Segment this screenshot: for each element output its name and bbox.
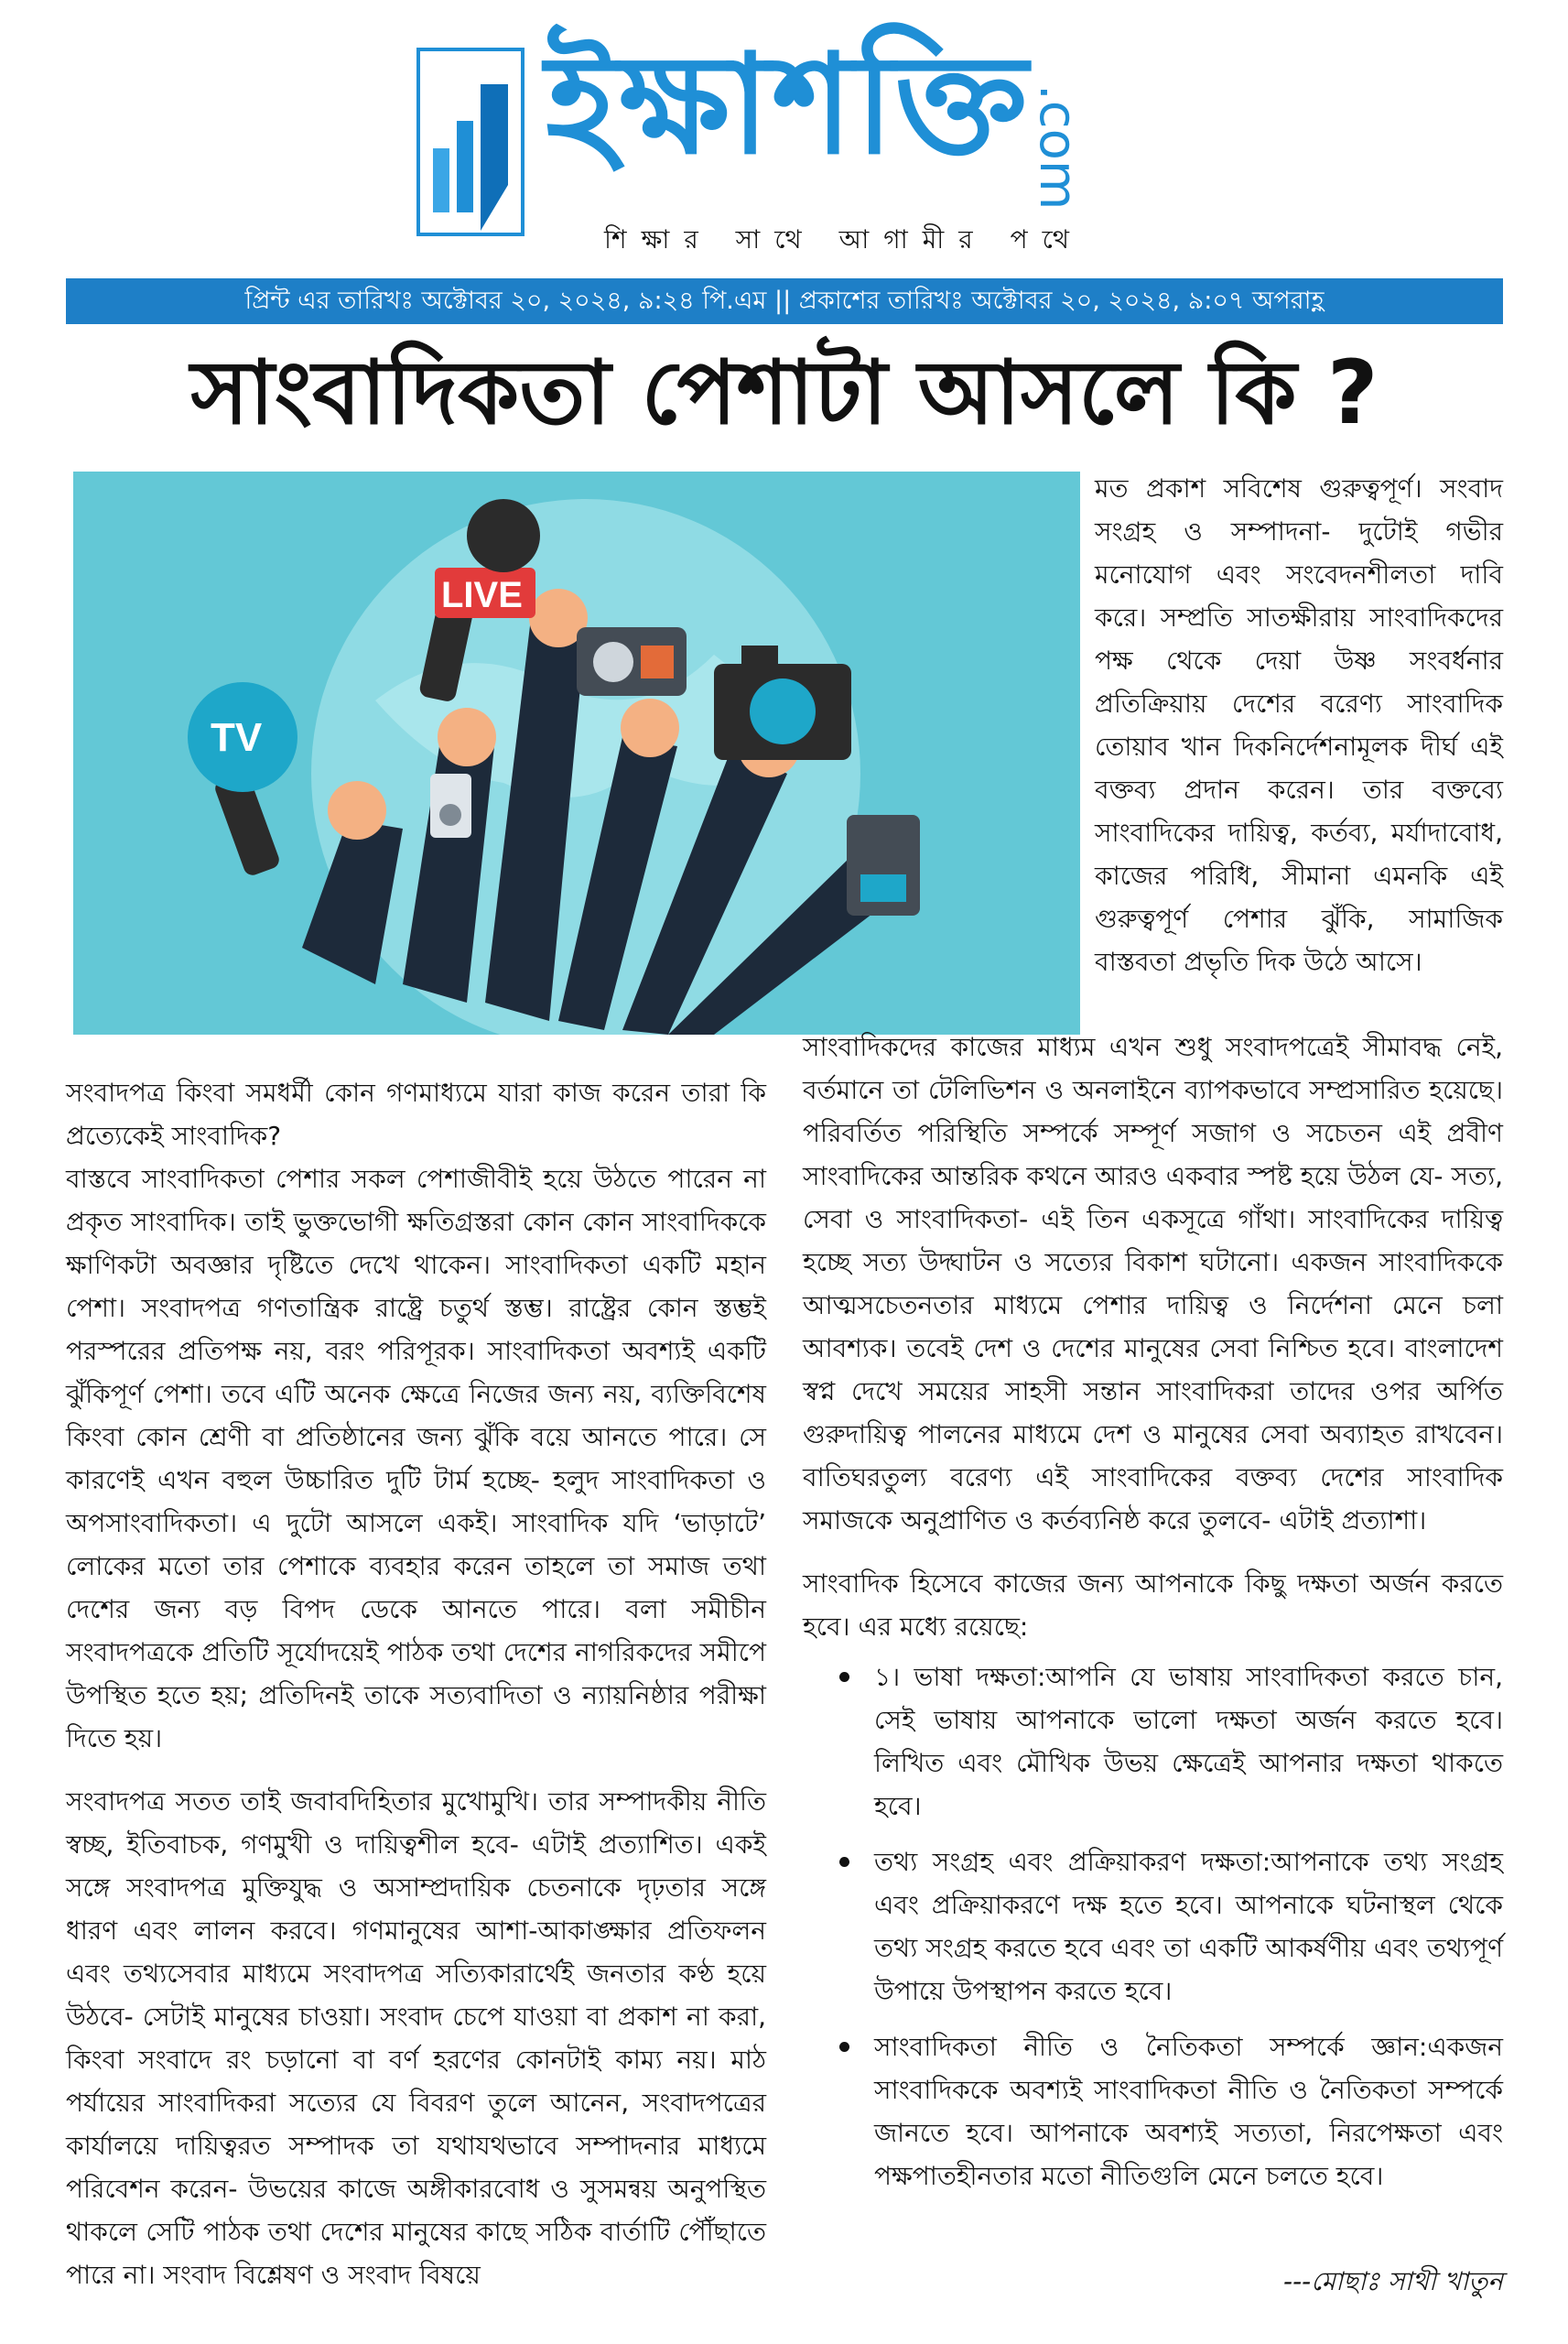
right-column: [803, 1026, 1503, 2210]
body-paragraph: বাস্তবে সাংবাদিকতা পেশার সকল পেশাজীবীই হয়ে উঠতে পারেন না প্রকৃত সাংবাদিক। তাই ভুক্তভোগী ক্ষতিগ্রস্তরা কোন কোন সাংবাদিককে ক্ষাণিকটা অবজ্ঞার দৃষ্টিতে দেখে থাকেন। সাংবাদিকতা একটি মহান পেশা। সংবাদপত্র গণতান্ত্রিক রাষ্ট্রে চতুর্থ স্তম্ভ। রাষ্ট্রের কোন স্তম্ভই পরস্পরের প্রতিপক্ষ নয়, বরং পরিপূরক। সাংবাদিকতা অবশ্যই একটি ঝুঁকিপূর্ণ পেশা। তবে এটি অনেক ক্ষেত্রে নিজের জন্য নয়, ব্যক্তিবিশেষ কিংবা কোন শ্রেণী বা প্রতিষ্ঠানের জন্য ঝুঁকি বয়ে আনতে পারে। সে কারণেই এখন বহুল উচ্চারিত দুটি টার্ম হচ্ছে- হলুদ সাংবাদিকতা ও অপসাংবাদিকতা। এ দুটো আসলে একই। সাংবাদিক যদি ‘ভাড়াটে’ লোকের মতো তার পেশাকে ব্যবহার করেন তাহলে তা সমাজ তথা দেশের জন্য বড় বিপদ ডেকে আনতে পারে। বলা সমীচীন সংবাদপত্রকে প্রতিটি সূর্যোদয়েই পাঠক তথা দেশের নাগরিকদের সমীপে উপস্থিত হতে হয়; প্রতিদিনই তাকে সত্যবাদিতা ও ন্যায়নিষ্ঠার পরীক্ষা দিতে হয়।: [66, 1164, 766, 1753]
date-band: প্রিন্ট এর তারিখঃ অক্টোবর ২০, ২০২৪, ৯:২৪ পি.এম || প্রকাশের তারিখঃ অক্টোবর ২০, ২০২৪, ৯:০৭ অপরাহ্ণ: [66, 278, 1503, 324]
list-item: [803, 2025, 1503, 2198]
author-signature: ---মোছাঃ সাথী খাতুন: [1282, 2266, 1503, 2296]
bullet-icon: [839, 1672, 849, 1682]
body-paragraph: সংবাদপত্র সতত তাই জবাবদিহিতার মুখোমুখি। তার সম্পাদকীয় নীতি স্বচ্ছ, ইতিবাচক, গণমুখী ও দায়িত্বশীল হবে- এটাই প্রত্যাশিত। একই সঙ্গে সংবাদপত্র মুক্তিযুদ্ধ ও অসাম্প্রদায়িক চেতনাকে দৃঢ়তার সঙ্গে ধারণ এবং লালন করবে। গণমানুষের আশা-আকাঙ্ক্ষার প্রতিফলন এবং তথ্যসেবার মাধ্যমে সংবাদপত্র সত্যিকারার্থেই জনতার কণ্ঠ হয়ে উঠবে- সেটাই মানুষের চাওয়া। সংবাদ চেপে যাওয়া বা প্রকাশ না করা, কিংবা সংবাদে রং চড়ানো বা বর্ণ হরণের কোনটাই কাম্য নয়। মাঠ পর্যায়ের সাংবাদিকরা সত্যের যে বিবরণ তুলে আনেন, সংবাদপত্রের কার্যালয়ে দায়িত্বরত সম্পাদক তা যথাযথভাবে সম্পাদনার মাধ্যমে পরিবেশন করেন- উভয়ের কাজে অঙ্গীকারবোধ ও সুসমন্বয় অনুপস্থিত থাকলে সেটি পাঠক তথা দেশের মানুষের কাছে সঠিক বার্তাটি পৌঁছাতে পারে না। সংবাদ বিশ্লেষণ ও সংবাদ বিষয়ে: [66, 1786, 766, 2290]
list-item-text: তথ্য সংগ্রহ এবং প্রক্রিয়াকরণ দক্ষতা:আপনাকে তথ্য সংগ্রহ এবং প্রক্রিয়াকরণে দক্ষ হতে হবে। আপনাকে ঘটনাস্থল থেকে তথ্য সংগ্রহ করতে হবে এবং তা একটি আকর্ষণীয় এবং তথ্যপূর্ণ উপায়ে উপস্থাপন করতে হবে।: [874, 1847, 1503, 2006]
list-item: [803, 1840, 1503, 2013]
list-item: [803, 1655, 1503, 1828]
masthead: [0, 0, 1568, 266]
bullet-icon: [839, 1857, 849, 1867]
body-paragraph: সংবাদপত্র কিংবা সমধর্মী কোন গণমাধ্যমে যারা কাজ করেন তারা কি প্রত্যেকেই সাংবাদিক?: [66, 1078, 766, 1151]
tv-mic-label: TV: [211, 715, 263, 760]
bullet-icon: [839, 2042, 849, 2052]
intro-paragraph: মত প্রকাশ সবিশেষ গুরুত্বপূর্ণ। সংবাদ সংগ্রহ ও সম্পাদনা- দুটোই গভীর মনোযোগ এবং সংবেদনশীলতা দাবি করে। সম্প্রতি সাতক্ষীরায় সাংবাদিকদের পক্ষ থেকে দেয়া উষ্ণ সংবর্ধনার প্রতিক্রিয়ায় দেশের বরেণ্য সাংবাদিক তোয়াব খান দিকনির্দেশনামূলক দীর্ঘ এই বক্তব্য প্রদান করেন। তার বক্তব্যে সাংবাদিকের দায়িত্ব, কর্তব্য, মর্যাদাবোধ, কাজের পরিধি, সীমানা এমনকি এই গুরুত্বপূর্ণ পেশার ঝুঁকি, সামাজিক বাস্তবতা প্রভৃতি দিক উঠে আসে।: [1095, 473, 1503, 977]
logo-wordmark: ইক্ষাশক্তি: [546, 26, 1030, 185]
skills-list: [803, 1655, 1503, 2198]
list-item-text: ১। ভাষা দক্ষতা:আপনি যে ভাষায় সাংবাদিকতা করতে চান, সেই ভাষায় আপনাকে ভালো দক্ষতা অর্জন করতে হবে। লিখিত এবং মৌখিক উভয় ক্ষেত্রেই আপনার দক্ষতা থাকতে হবে।: [874, 1662, 1503, 1821]
logo-bars-icon: [416, 48, 524, 236]
logo-domain: .com: [1028, 84, 1087, 211]
intro-column: [1095, 467, 1503, 983]
article-headline: সাংবাদিকতা পেশাটা আসলে কি ?: [190, 342, 1379, 444]
body-paragraph: সাংবাদিকদের কাজের মাধ্যম এখন শুধু সংবাদপত্রেই সীমাবদ্ধ নেই, বর্তমানে তা টেলিভিশন ও অনলাইনে ব্যাপকভাবে সম্প্রসারিত হয়েছে। পরিবর্তিত পরিস্থিতি সম্পর্কে সম্পূর্ণ সজাগ ও সচেতন এই প্রবীণ সাংবাদিকের আন্তরিক কথনে আরও একবার স্পষ্ট হয়ে উঠল যে- সত্য, সেবা ও সাংবাদিকতা- এই তিন একসূত্রে গাঁথা। সাংবাদিকের দায়িত্ব হচ্ছে সত্য উদ্ঘাটন ও সত্যের বিকাশ ঘটানো। একজন সাংবাদিককে আত্মসচেতনতার মাধ্যমে পেশার দায়িত্ব ও নির্দেশনা মেনে চলা আবশ্যক। তবেই দেশ ও দেশের মানুষের সেবা নিশ্চিত হবে। বাংলাদেশ স্বপ্ন দেখে সময়ের সাহসী সন্তান সাংবাদিকরা তাদের ওপর অর্পিত গুরুদায়িত্ব পালনের মাধ্যমে দেশ ও মানুষের সেবা অব্যাহত রাখবেন। বাতিঘরতুল্য বরেণ্য এই সাংবাদিকের বক্তব্য দেশের সাংবাদিক সমাজকে অনুপ্রাণিত ও কর্তব্যনিষ্ঠ করে তুলবে- এটাই প্রত্যাশা।: [803, 1032, 1503, 1536]
tagline: শিক্ষার সাথে আগামীর পথে: [604, 224, 1084, 255]
list-item-text: সাংবাদিকতা নীতি ও নৈতিকতা সম্পর্কে জ্ঞান:একজন সাংবাদিককে অবশ্যই সাংবাদিকতা নীতি ও নৈতিকতা সম্পর্কে জানতে হবে। আপনাকে অবশ্যই সত্যতা, নিরপেক্ষতা এবং পক্ষপাতহীনতার মতো নীতিগুলি মেনে চলতে হবে।: [874, 2032, 1503, 2191]
left-column: [66, 1071, 766, 2317]
media-hands-illustration: [73, 472, 1080, 1035]
live-mic-label: LIVE: [441, 575, 523, 615]
skills-intro: সাংবাদিক হিসেবে কাজের জন্য আপনাকে কিছু দক্ষতা অর্জন করতে হবে। এর মধ্যে রয়েছে:: [803, 1568, 1503, 1642]
hero-illustration: [73, 472, 1080, 1035]
